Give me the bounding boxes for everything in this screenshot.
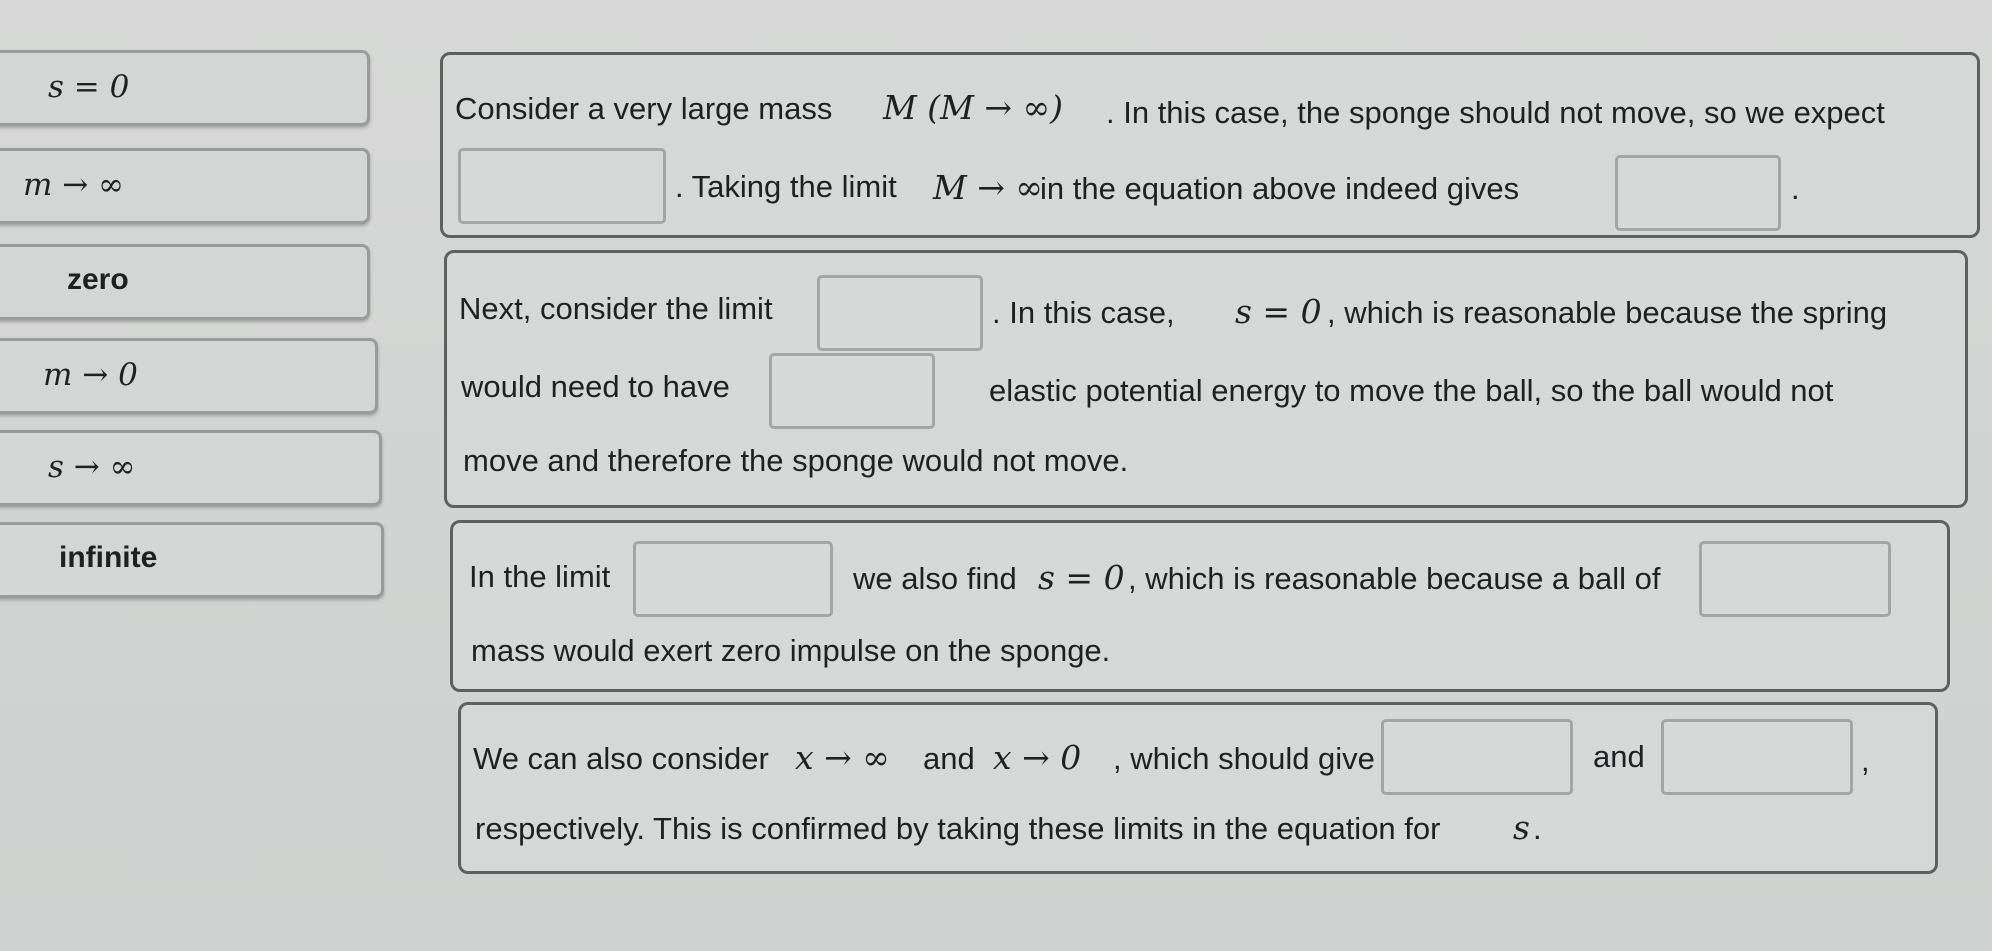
q4-text-5: ,: [1861, 743, 1870, 778]
q4-text-2: and: [923, 741, 975, 776]
q3-text-3: , which is reasonable because a ball of: [1128, 561, 1661, 596]
tile-label: s → ∞: [48, 449, 136, 485]
q1-text-4: in the equation above indeed gives: [1040, 171, 1520, 206]
drop-zone-q1-expect[interactable]: [458, 148, 666, 224]
question-panel-4: [458, 702, 1938, 874]
tile-label: zero: [67, 263, 129, 296]
answer-tile-s-to-infinity[interactable]: [0, 430, 382, 506]
q2-text-6: move and therefore the sponge would not move.: [463, 443, 1129, 478]
q4-text-7: .: [1533, 811, 1542, 846]
drop-zone-q2-limit[interactable]: [817, 275, 983, 351]
answer-tile-infinite[interactable]: [0, 522, 384, 598]
q4-text-1: We can also consider: [473, 741, 769, 776]
q2-text-1: Next, consider the limit: [459, 291, 773, 326]
q3-text-4: mass would exert zero impulse on the sponge.: [471, 633, 1111, 668]
q1-text-1: Consider a very large mass: [455, 91, 833, 126]
q2-text-2: . In this case,: [992, 295, 1175, 330]
tile-label: infinite: [59, 541, 158, 574]
q4-math-2: x → 0: [993, 738, 1082, 777]
q1-math-2: M → ∞: [933, 168, 1043, 207]
q1-text-3: . Taking the limit: [675, 169, 897, 204]
drop-zone-q1-gives[interactable]: [1615, 155, 1781, 231]
q1-math-1: M (M → ∞): [883, 88, 1063, 127]
q3-math-1: s = 0: [1038, 558, 1125, 597]
tile-label: m → 0: [43, 357, 138, 393]
answer-tile-m-to-infinity[interactable]: [0, 148, 370, 224]
drop-zone-q3-limit[interactable]: [633, 541, 833, 617]
drop-zone-q4-x-infinity[interactable]: [1381, 719, 1573, 795]
q4-text-4: and: [1593, 739, 1645, 774]
q4-math-1: x → ∞: [795, 738, 890, 777]
q4-text-6: respectively. This is confirmed by taking these limits in the equation for: [475, 811, 1441, 846]
question-panel-2: [444, 250, 1968, 508]
tile-label: s = 0: [48, 69, 130, 105]
q2-text-3: , which is reasonable because the spring: [1327, 295, 1888, 330]
question-panel-3: [450, 520, 1950, 692]
q1-text-2: . In this case, the sponge should not move, so we expect: [1106, 95, 1885, 130]
answer-tile-s-equals-0[interactable]: [0, 50, 370, 126]
q4-math-3: s: [1513, 808, 1530, 847]
answer-tile-m-to-0[interactable]: [0, 338, 378, 414]
q2-math-1: s = 0: [1235, 292, 1322, 331]
answer-tile-zero[interactable]: [0, 244, 370, 320]
drop-zone-q3-mass[interactable]: [1699, 541, 1891, 617]
question-panel-1: [440, 52, 1980, 238]
q4-text-3: , which should give: [1113, 741, 1375, 776]
q1-text-5: .: [1791, 171, 1800, 206]
tile-label: m → ∞: [23, 167, 124, 203]
q2-text-4: would need to have: [461, 369, 730, 404]
drop-zone-q2-energy[interactable]: [769, 353, 935, 429]
q3-text-2: we also find: [853, 561, 1017, 596]
drop-zone-q4-x-zero[interactable]: [1661, 719, 1853, 795]
q3-text-1: In the limit: [469, 559, 611, 594]
q2-text-5: elastic potential energy to move the ball, so the ball would not: [989, 373, 1834, 408]
